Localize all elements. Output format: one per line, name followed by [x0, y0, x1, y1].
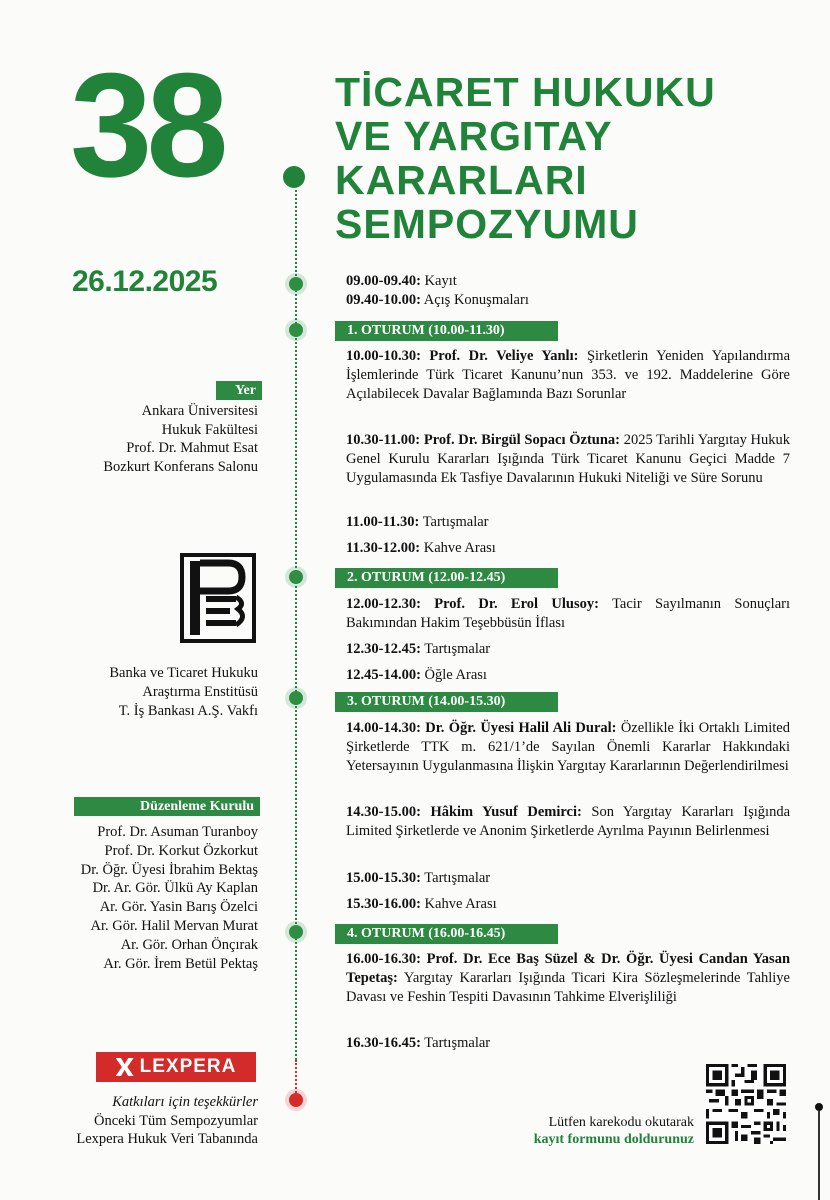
registration-line-highlight: kayıt formunu doldurunuz: [533, 1132, 694, 1147]
program-item: [346, 539, 790, 558]
committee-member: Ar. Gör. Yasin Barış Özelci: [99, 899, 258, 916]
title-line: TİCARET HUKUKU: [335, 69, 716, 115]
item-time: 12.45-14.00:: [346, 667, 421, 683]
item-text: Özellikle İki Ortaklı Limited Şirketlerde TTK m. 621/1’de Sayılan Önemli Kararlar Hakkındaki Yetersayının Uygulanmasına İlişkin Yargıtay Kararlarının Değerlendirilmesi: [346, 720, 790, 774]
item-time: 12.30-12.45:: [346, 641, 421, 657]
qr-code-icon[interactable]: [706, 1064, 786, 1144]
committee-member: Ar. Gör. Halil Mervan Murat: [90, 917, 258, 934]
program-item: [346, 869, 790, 888]
timeline-end-dot: [289, 1093, 303, 1107]
item-time: 09.40-10.00:: [346, 292, 421, 308]
item-time: 10.30-11.00:: [346, 432, 421, 448]
item-time: 14.30-15.00:: [346, 804, 421, 820]
lexpera-name: LEXPERA: [139, 1056, 237, 1077]
item-speaker: Prof. Dr. Birgül Sopacı Öztuna:: [423, 432, 620, 448]
program-item: [346, 347, 790, 404]
program-item: [346, 272, 790, 291]
program-item: [346, 719, 790, 776]
item-time: 11.30-12.00:: [346, 540, 421, 556]
corner-dot: [815, 1103, 823, 1111]
organizer-line: Banka ve Ticaret Hukuku: [109, 665, 258, 681]
lexpera-x-icon: [116, 1058, 134, 1076]
item-text: Şirketlerin Yeniden Yapılandırma İşlemlerinde Türk Ticaret Kanunu’nun 353. ve 192. Maddelerine Göre Açılabilecek Davalar Bağlamında Bazı Sorunlar: [346, 348, 791, 402]
thanks-line: Katkıları için teşekkürler: [112, 1094, 258, 1110]
item-time: 11.00-11.30:: [346, 514, 420, 530]
program-item: [346, 291, 790, 310]
bme-logo-icon: [180, 553, 256, 643]
program-item: [346, 950, 790, 1007]
item-time: 16.30-16.45:: [346, 1035, 421, 1051]
item-text: Tartışmalar: [424, 641, 491, 657]
thanks-line: Önceki Tüm Sempozyumlar: [93, 1112, 258, 1129]
edition-number: 38: [70, 43, 223, 208]
item-text: Tartışmalar: [424, 870, 491, 886]
committee-member: Ar. Gör. Orhan Önçırak: [120, 936, 258, 953]
session-4-header: 4. OTURUM (16.00-16.45): [335, 924, 558, 944]
program-item: [346, 595, 790, 633]
committee-member: Dr. Ar. Gör. Ülkü Ay Kaplan: [92, 880, 258, 897]
program-item: [346, 895, 790, 914]
venue-line: Prof. Dr. Mahmut Esat: [126, 440, 258, 456]
organizer-line: Araştırma Enstitüsü: [142, 684, 258, 700]
program-item: [346, 513, 790, 532]
item-speaker: Dr. Öğr. Üyesi Halil Ali Dural:: [425, 720, 617, 736]
title-line: SEMPOZYUMU: [335, 201, 639, 247]
lexpera-logo: [96, 1052, 256, 1082]
committee-list: [20, 823, 258, 973]
item-speaker: Prof. Dr. Erol Ulusoy:: [434, 596, 599, 612]
registration-note: [470, 1114, 694, 1148]
venue-label: Yer: [216, 381, 262, 400]
item-time: 15.00-15.30:: [346, 870, 421, 886]
committee-label: Düzenleme Kurulu: [74, 797, 260, 816]
item-text: Tacir Sayılmanın Sonuçları Bakımından Hakim Teşebbüsün İflası: [346, 596, 790, 631]
program-item: [346, 1034, 790, 1053]
sponsor-thanks: [30, 1093, 258, 1149]
item-text: Kahve Arası: [423, 540, 496, 556]
item-text: Açış Konuşmaları: [423, 292, 529, 308]
committee-member: Prof. Dr. Asuman Turanboy: [97, 824, 258, 840]
item-speaker: Hâkim Yusuf Demirci:: [430, 804, 582, 820]
item-text: 2025 Tarihli Yargıtay Hukuk Genel Kurulu Kararları Işığında Türk Ticaret Kanunu Geçici Madde 7 Uygulamasında Ek Tasfiye Davalarının Hukuki Niteliği ve Süre Sorunu: [346, 432, 791, 486]
timeline-dot: [289, 570, 303, 584]
program-item: [346, 803, 790, 841]
item-text: Kahve Arası: [424, 896, 497, 912]
item-time: 12.00-12.30:: [346, 596, 421, 612]
timeline-dot: [289, 277, 303, 291]
venue-line: Hukuk Fakültesi: [161, 421, 258, 438]
item-speaker: Prof. Dr. Veliye Yanlı:: [429, 348, 579, 364]
thanks-line: Lexpera Hukuk Veri Tabanında: [76, 1131, 258, 1147]
program-item: [346, 431, 790, 488]
venue-line: Ankara Üniversitesi: [141, 403, 258, 419]
committee-member: Dr. Öğr. Üyesi İbrahim Bektaş: [80, 861, 258, 878]
venue-line: Bozkurt Konferans Salonu: [103, 458, 258, 475]
session-2-header: 2. OTURUM (12.00-12.45): [335, 568, 558, 588]
session-3-header: 3. OTURUM (14.00-15.30): [335, 692, 558, 712]
item-time: 14.00-14.30:: [346, 720, 421, 736]
edition-dot: [283, 166, 305, 188]
item-text: Son Yargıtay Kararları Işığında Limited Şirketlerde ve Anonim Şirketlerde Ayrılma Payının Belirlenmesi: [346, 804, 790, 839]
item-text: Tartışmalar: [424, 1035, 491, 1051]
item-time: 15.30-16.00:: [346, 896, 421, 912]
venue-address: [30, 402, 258, 476]
item-text: Tartışmalar: [422, 514, 489, 530]
program-item: [346, 640, 790, 659]
program-item: [346, 666, 790, 685]
item-speaker: Prof. Dr. Ece Baş Süzel & Dr. Öğr. Üyesi Candan Yasan Tepetaş:: [346, 951, 791, 986]
session-1-header: 1. OTURUM (10.00-11.30): [335, 321, 558, 341]
organizer-name: [30, 664, 258, 721]
title-line: VE YARGITAY: [335, 113, 613, 159]
corner-line: [818, 1111, 820, 1200]
timeline-dot: [289, 691, 303, 705]
timeline-dot: [289, 323, 303, 337]
item-time: 10.00-10.30:: [346, 348, 421, 364]
registration-line: Lütfen karekodu okutarak: [548, 1115, 694, 1130]
organizer-line: T. İş Bankası A.Ş. Vakfı: [118, 703, 258, 719]
committee-member: Prof. Dr. Korkut Özkorkut: [104, 842, 258, 859]
item-text: Yargıtay Kararları Işığında Ticari Kira Sözleşmelerinde Tahliye Davası ve Feshin Tespiti Davasının Tahkime Elverişliliği: [346, 970, 790, 1005]
event-title: [335, 70, 716, 246]
timeline-dot: [289, 925, 303, 939]
item-time: 16.00-16.30:: [346, 951, 421, 967]
event-date: 26.12.2025: [72, 265, 218, 298]
title-line: KARARLARI: [335, 157, 588, 203]
item-text: Öğle Arası: [424, 667, 487, 683]
committee-member: Ar. Gör. İrem Betül Pektaş: [103, 955, 258, 972]
item-text: Kayıt: [424, 273, 457, 289]
item-time: 09.00-09.40:: [346, 273, 421, 289]
